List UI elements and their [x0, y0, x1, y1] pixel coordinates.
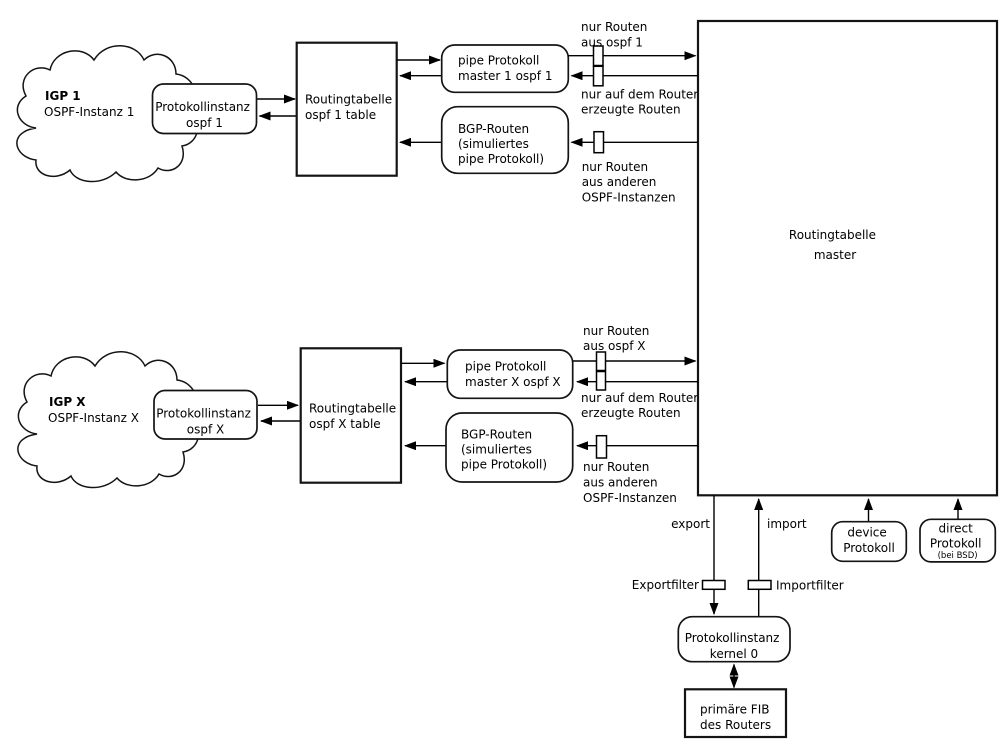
direct-protocol: [920, 499, 995, 562]
device-protocol-label: device Protokoll: [843, 525, 895, 555]
fib-label: primäre FIB des Routers: [700, 702, 772, 732]
kernel-instance-label: Protokollinstanz kernel 0: [684, 631, 780, 661]
label-nur-routen-aus-ospfX: nur Routen aus ospf X: [583, 324, 650, 353]
device-protocol: [832, 499, 907, 561]
filter-ospf1-import: [594, 66, 604, 86]
bgp-routes-X-label: BGP-Routen (simuliertes pipe Protokoll): [461, 427, 548, 472]
label-router-erzeugte-routen-1: nur auf dem Router erzeugte Routen: [581, 87, 699, 117]
proto-instance-ospf1-label: Protokollinstanz ospf 1: [155, 100, 250, 130]
bgp-routes-1-label: BGP-Routen (simuliertes pipe Protokoll): [458, 122, 545, 166]
proto-instance-ospfX-label: Protokollinstanz ospf X: [156, 406, 251, 437]
igp1-cloud-title: IGP 1 OSPF-Instanz 1: [44, 89, 135, 119]
export-filter-label: Exportfilter: [631, 578, 699, 592]
group-ospf1: [17, 20, 702, 205]
group-ospfX: [18, 324, 702, 505]
export-label: export: [671, 517, 710, 531]
filter-ospfX-export: [597, 352, 606, 371]
import-filter-label: Importfilter: [776, 578, 844, 593]
label-andere-ospf-instanzen-1: nur Routen aus anderen OSPF-Instanzen: [581, 160, 676, 205]
import-filter-symbol: [748, 581, 771, 590]
filter-ospf1-bgp: [594, 132, 604, 153]
routing-table-ospfX-label: Routingtabelle ospf X table: [309, 401, 397, 432]
label-nur-routen-aus-ospf1: nur Routen aus ospf 1: [581, 20, 648, 50]
kernel-section: [632, 495, 844, 737]
label-router-erzeugte-routen-X: nur auf dem Router erzeugte Routen: [581, 391, 699, 420]
pipe-protocol-X-label: pipe Protokoll master X ospf X: [465, 359, 561, 389]
igpX-cloud-title: IGP X OSPF-Instanz X: [48, 395, 139, 425]
import-label: import: [767, 517, 807, 531]
master-routing-table: [698, 21, 997, 495]
direct-protocol-label: direct Protokoll (bei BSD): [929, 521, 982, 561]
pipe-protocol-1-label: pipe Protokoll master 1 ospf 1: [458, 53, 553, 83]
export-filter-symbol: [703, 581, 726, 590]
master-table-label: Routingtabelle master: [788, 228, 877, 262]
filter-ospfX-import: [597, 372, 606, 391]
routing-table-ospf1-label: Routingtabelle ospf 1 table: [305, 92, 393, 122]
label-andere-ospf-instanzen-X: nur Routen aus anderen OSPF-Instanzen: [583, 460, 677, 505]
filter-ospfX-bgp: [597, 436, 607, 458]
